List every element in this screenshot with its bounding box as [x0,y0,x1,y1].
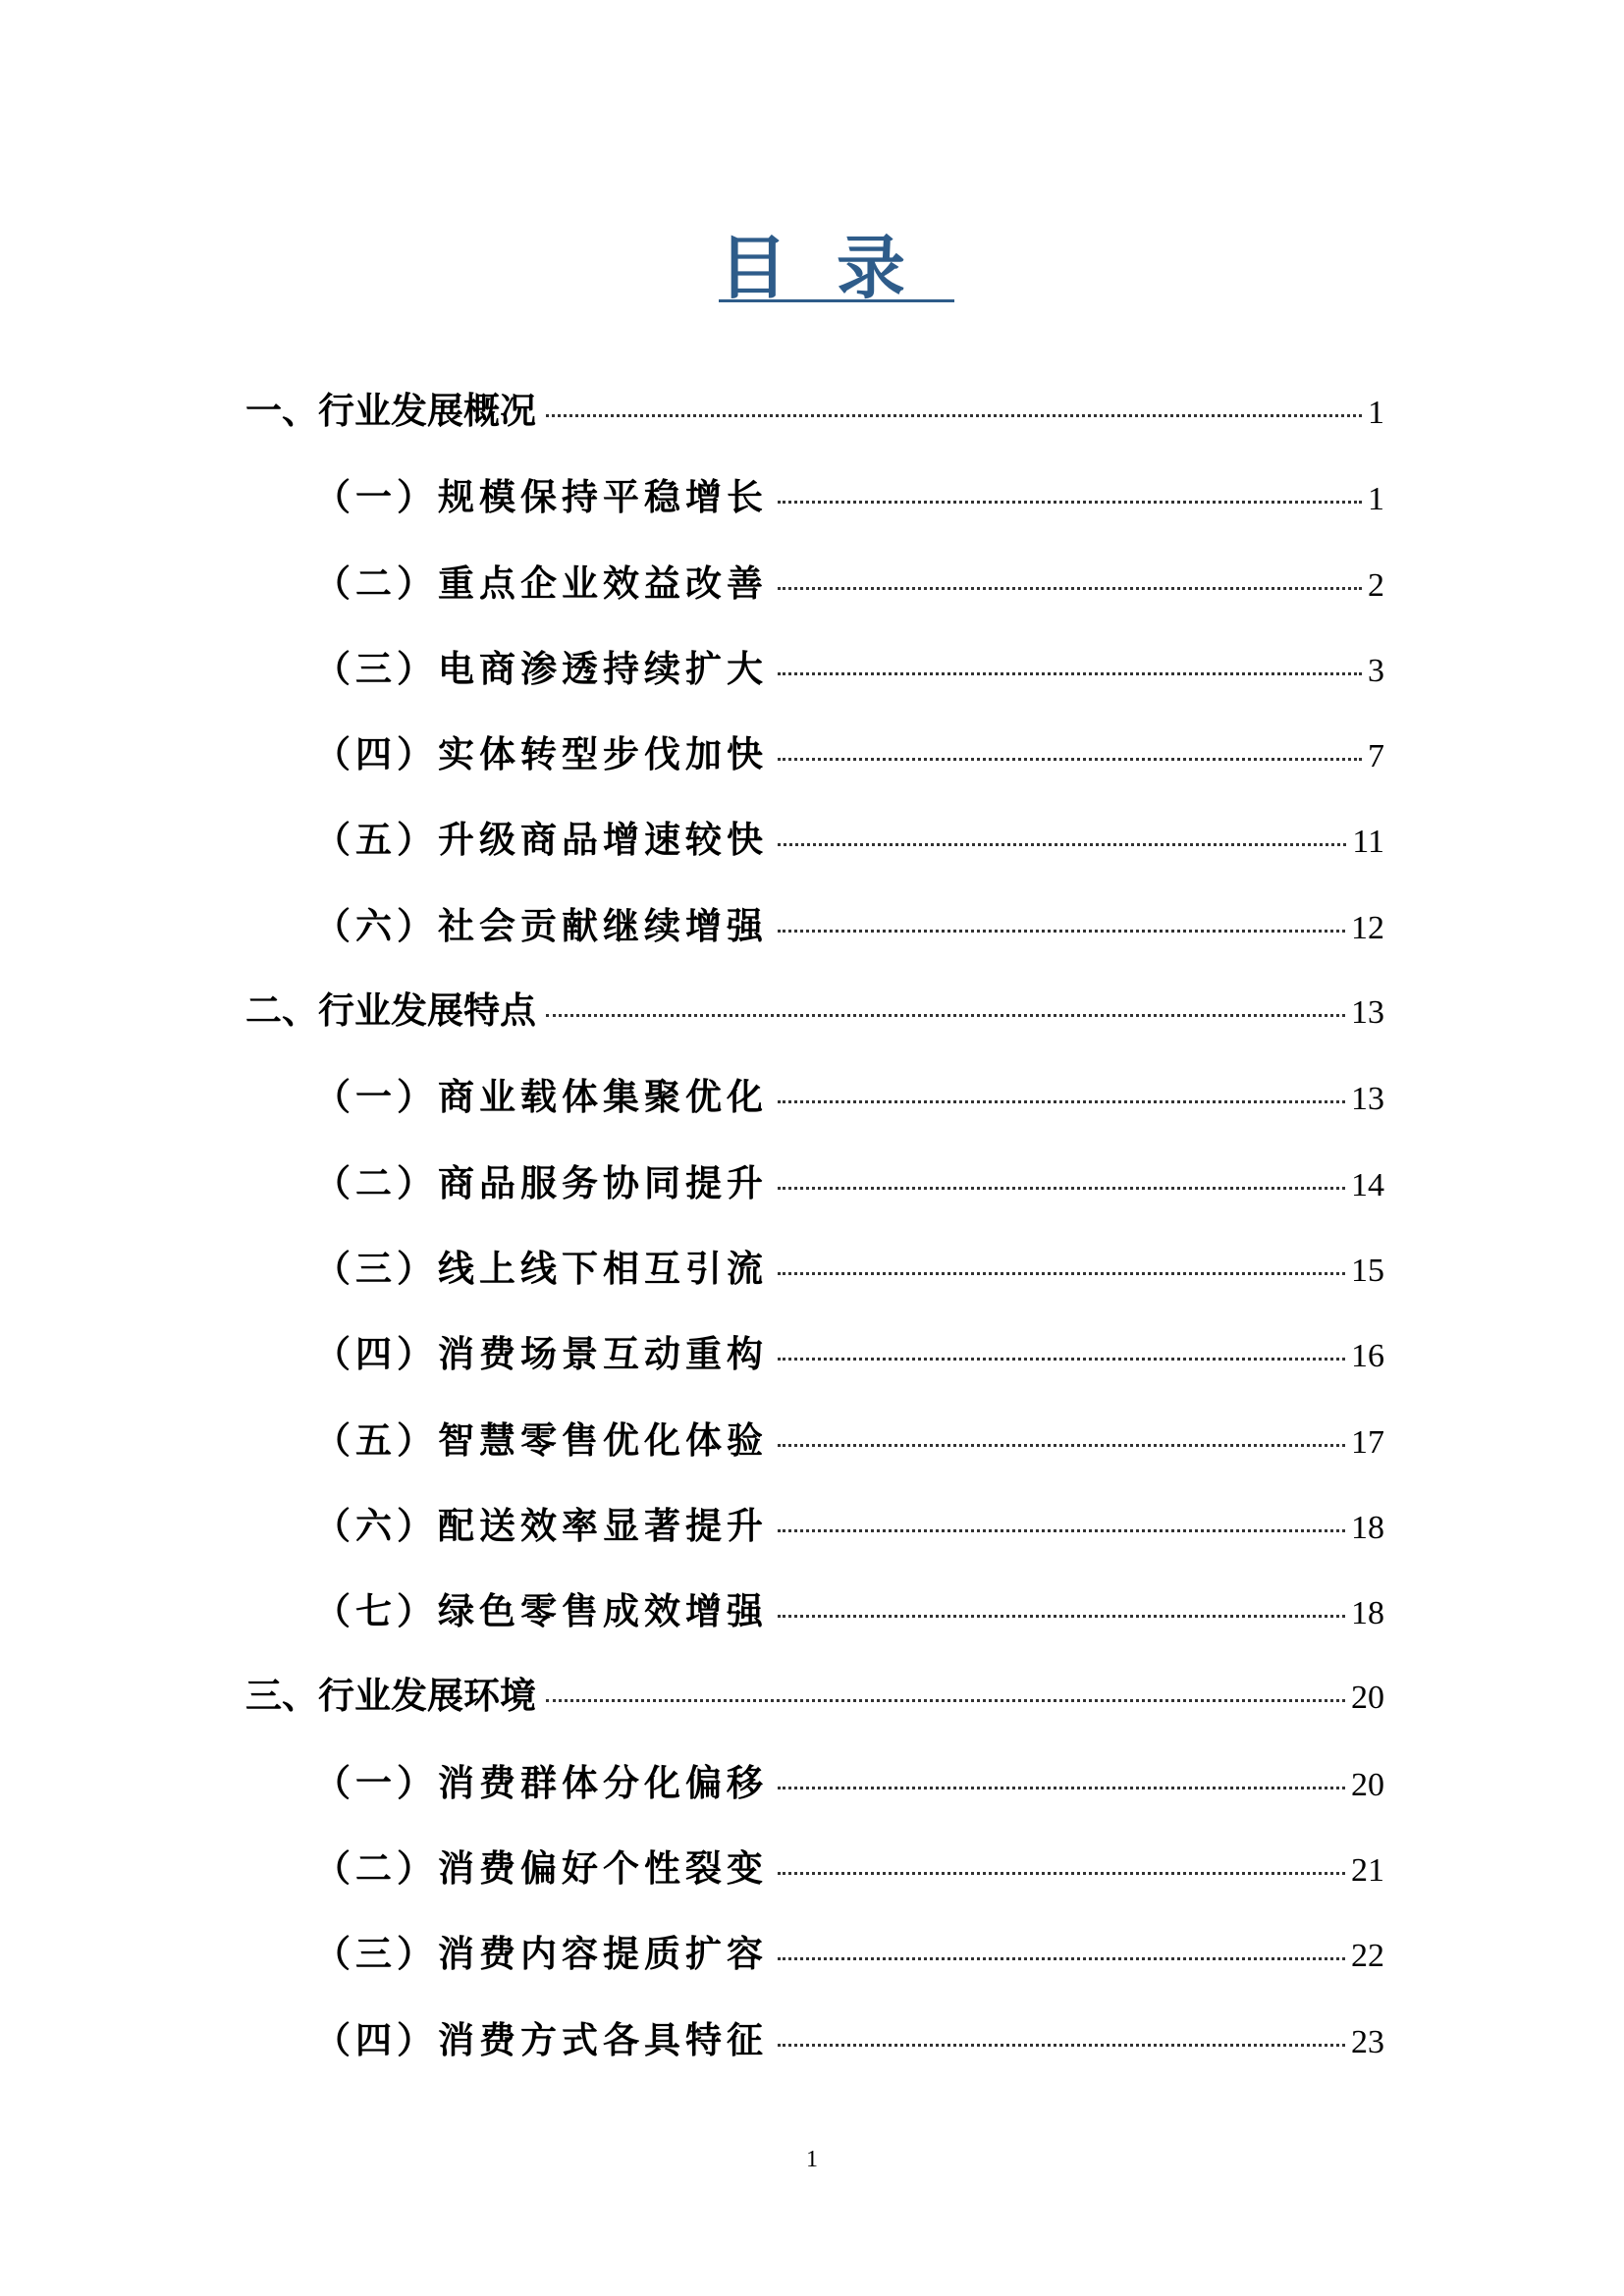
toc-subsection-entry[interactable] [245,891,1384,977]
toc-entry-page-number: 3 [1368,652,1384,689]
toc-entry-title: （四）实体转型步伐加快 [314,732,768,776]
toc-title: 目录 [719,228,954,308]
dot-leader [546,1699,1345,1702]
toc-entry-title: （四）消费方式各具特征 [314,2017,768,2061]
toc-subsection-entry[interactable] [245,1062,1384,1148]
toc-entry-page-number: 21 [1351,1852,1384,1890]
toc-entry-title: （七）绿色零售成效增强 [314,1589,768,1633]
toc-entry-page-number: 13 [1351,994,1384,1032]
dot-leader [778,1957,1345,1960]
toc-entry-page-number: 15 [1351,1252,1384,1289]
toc-entry-page-number: 11 [1352,824,1384,861]
toc-entry-title: （三）电商渗透持续扩大 [314,646,768,690]
table-of-contents [245,377,1384,2091]
toc-entry-title: （一）消费群体分化偏移 [314,1760,768,1804]
toc-subsection-entry[interactable] [245,634,1384,720]
toc-subsection-entry[interactable] [245,1576,1384,1662]
dot-leader [778,587,1362,590]
toc-entry-page-number: 7 [1368,738,1384,775]
toc-entry-page-number: 2 [1368,566,1384,604]
dot-leader [778,1100,1345,1103]
toc-entry-title: （五）升级商品增速较快 [314,818,768,862]
toc-subsection-entry[interactable] [245,805,1384,890]
toc-entry-title: （二）重点企业效益改善 [314,561,768,605]
dot-leader [778,1444,1345,1447]
toc-subsection-entry[interactable] [245,1234,1384,1319]
toc-entry-title: （五）智慧零售优化体验 [314,1417,768,1462]
toc-entry-title: 二、行业发展特点 [245,989,536,1033]
toc-section-entry[interactable] [245,377,1384,462]
toc-subsection-entry[interactable] [245,1834,1384,1919]
toc-subsection-entry[interactable] [245,1491,1384,1576]
toc-section-entry[interactable] [245,977,1384,1062]
toc-entry-page-number: 14 [1351,1166,1384,1203]
toc-entry-title: （三）线上线下相互引流 [314,1246,768,1290]
toc-subsection-entry[interactable] [245,2005,1384,2091]
toc-subsection-entry[interactable] [245,1406,1384,1491]
toc-entry-page-number: 20 [1351,1766,1384,1803]
toc-subsection-entry[interactable] [245,1148,1384,1234]
dot-leader [778,1358,1345,1361]
dot-leader [778,1615,1345,1618]
toc-entry-page-number: 20 [1351,1680,1384,1717]
toc-subsection-entry[interactable] [245,1919,1384,2004]
toc-subsection-entry[interactable] [245,1319,1384,1405]
toc-subsection-entry[interactable] [245,549,1384,634]
dot-leader [778,672,1362,675]
dot-leader [778,1272,1345,1275]
toc-entry-page-number: 18 [1351,1509,1384,1546]
toc-entry-title: （一）规模保持平稳增长 [314,475,768,519]
toc-entry-page-number: 1 [1368,481,1384,518]
dot-leader [778,1529,1345,1532]
dot-leader [778,501,1362,504]
toc-entry-page-number: 17 [1351,1423,1384,1461]
toc-entry-page-number: 1 [1368,395,1384,431]
dot-leader [778,1187,1345,1190]
dot-leader [778,843,1346,846]
toc-entry-page-number: 12 [1351,909,1384,946]
toc-entry-page-number: 23 [1351,2023,1384,2060]
toc-subsection-entry[interactable] [245,1748,1384,1834]
toc-entry-title: （六）社会贡献继续增强 [314,903,768,947]
dot-leader [546,414,1362,417]
toc-entry-title: （三）消费内容提质扩容 [314,1932,768,1976]
dot-leader [778,2044,1345,2047]
toc-entry-title: 三、行业发展环境 [245,1675,536,1718]
dot-leader [546,1014,1345,1017]
toc-entry-page-number: 22 [1351,1938,1384,1975]
toc-subsection-entry[interactable] [245,720,1384,805]
toc-entry-title: （二）消费偏好个性裂变 [314,1846,768,1891]
toc-entry-title: （四）消费场景互动重构 [314,1332,768,1376]
toc-entry-title: （六）配送效率显著提升 [314,1503,768,1547]
page-number: 1 [806,2147,818,2172]
toc-entry-page-number: 18 [1351,1595,1384,1632]
toc-entry-page-number: 16 [1351,1338,1384,1375]
toc-section-entry[interactable] [245,1662,1384,1747]
toc-subsection-entry[interactable] [245,462,1384,548]
toc-entry-page-number: 13 [1351,1081,1384,1118]
toc-entry-title: 一、行业发展概况 [245,390,536,432]
dot-leader [778,930,1345,933]
dot-leader [778,758,1362,761]
toc-entry-title: （一）商业载体集聚优化 [314,1075,768,1119]
toc-entry-title: （二）商品服务协同提升 [314,1160,768,1204]
dot-leader [778,1872,1345,1875]
dot-leader [778,1787,1345,1789]
